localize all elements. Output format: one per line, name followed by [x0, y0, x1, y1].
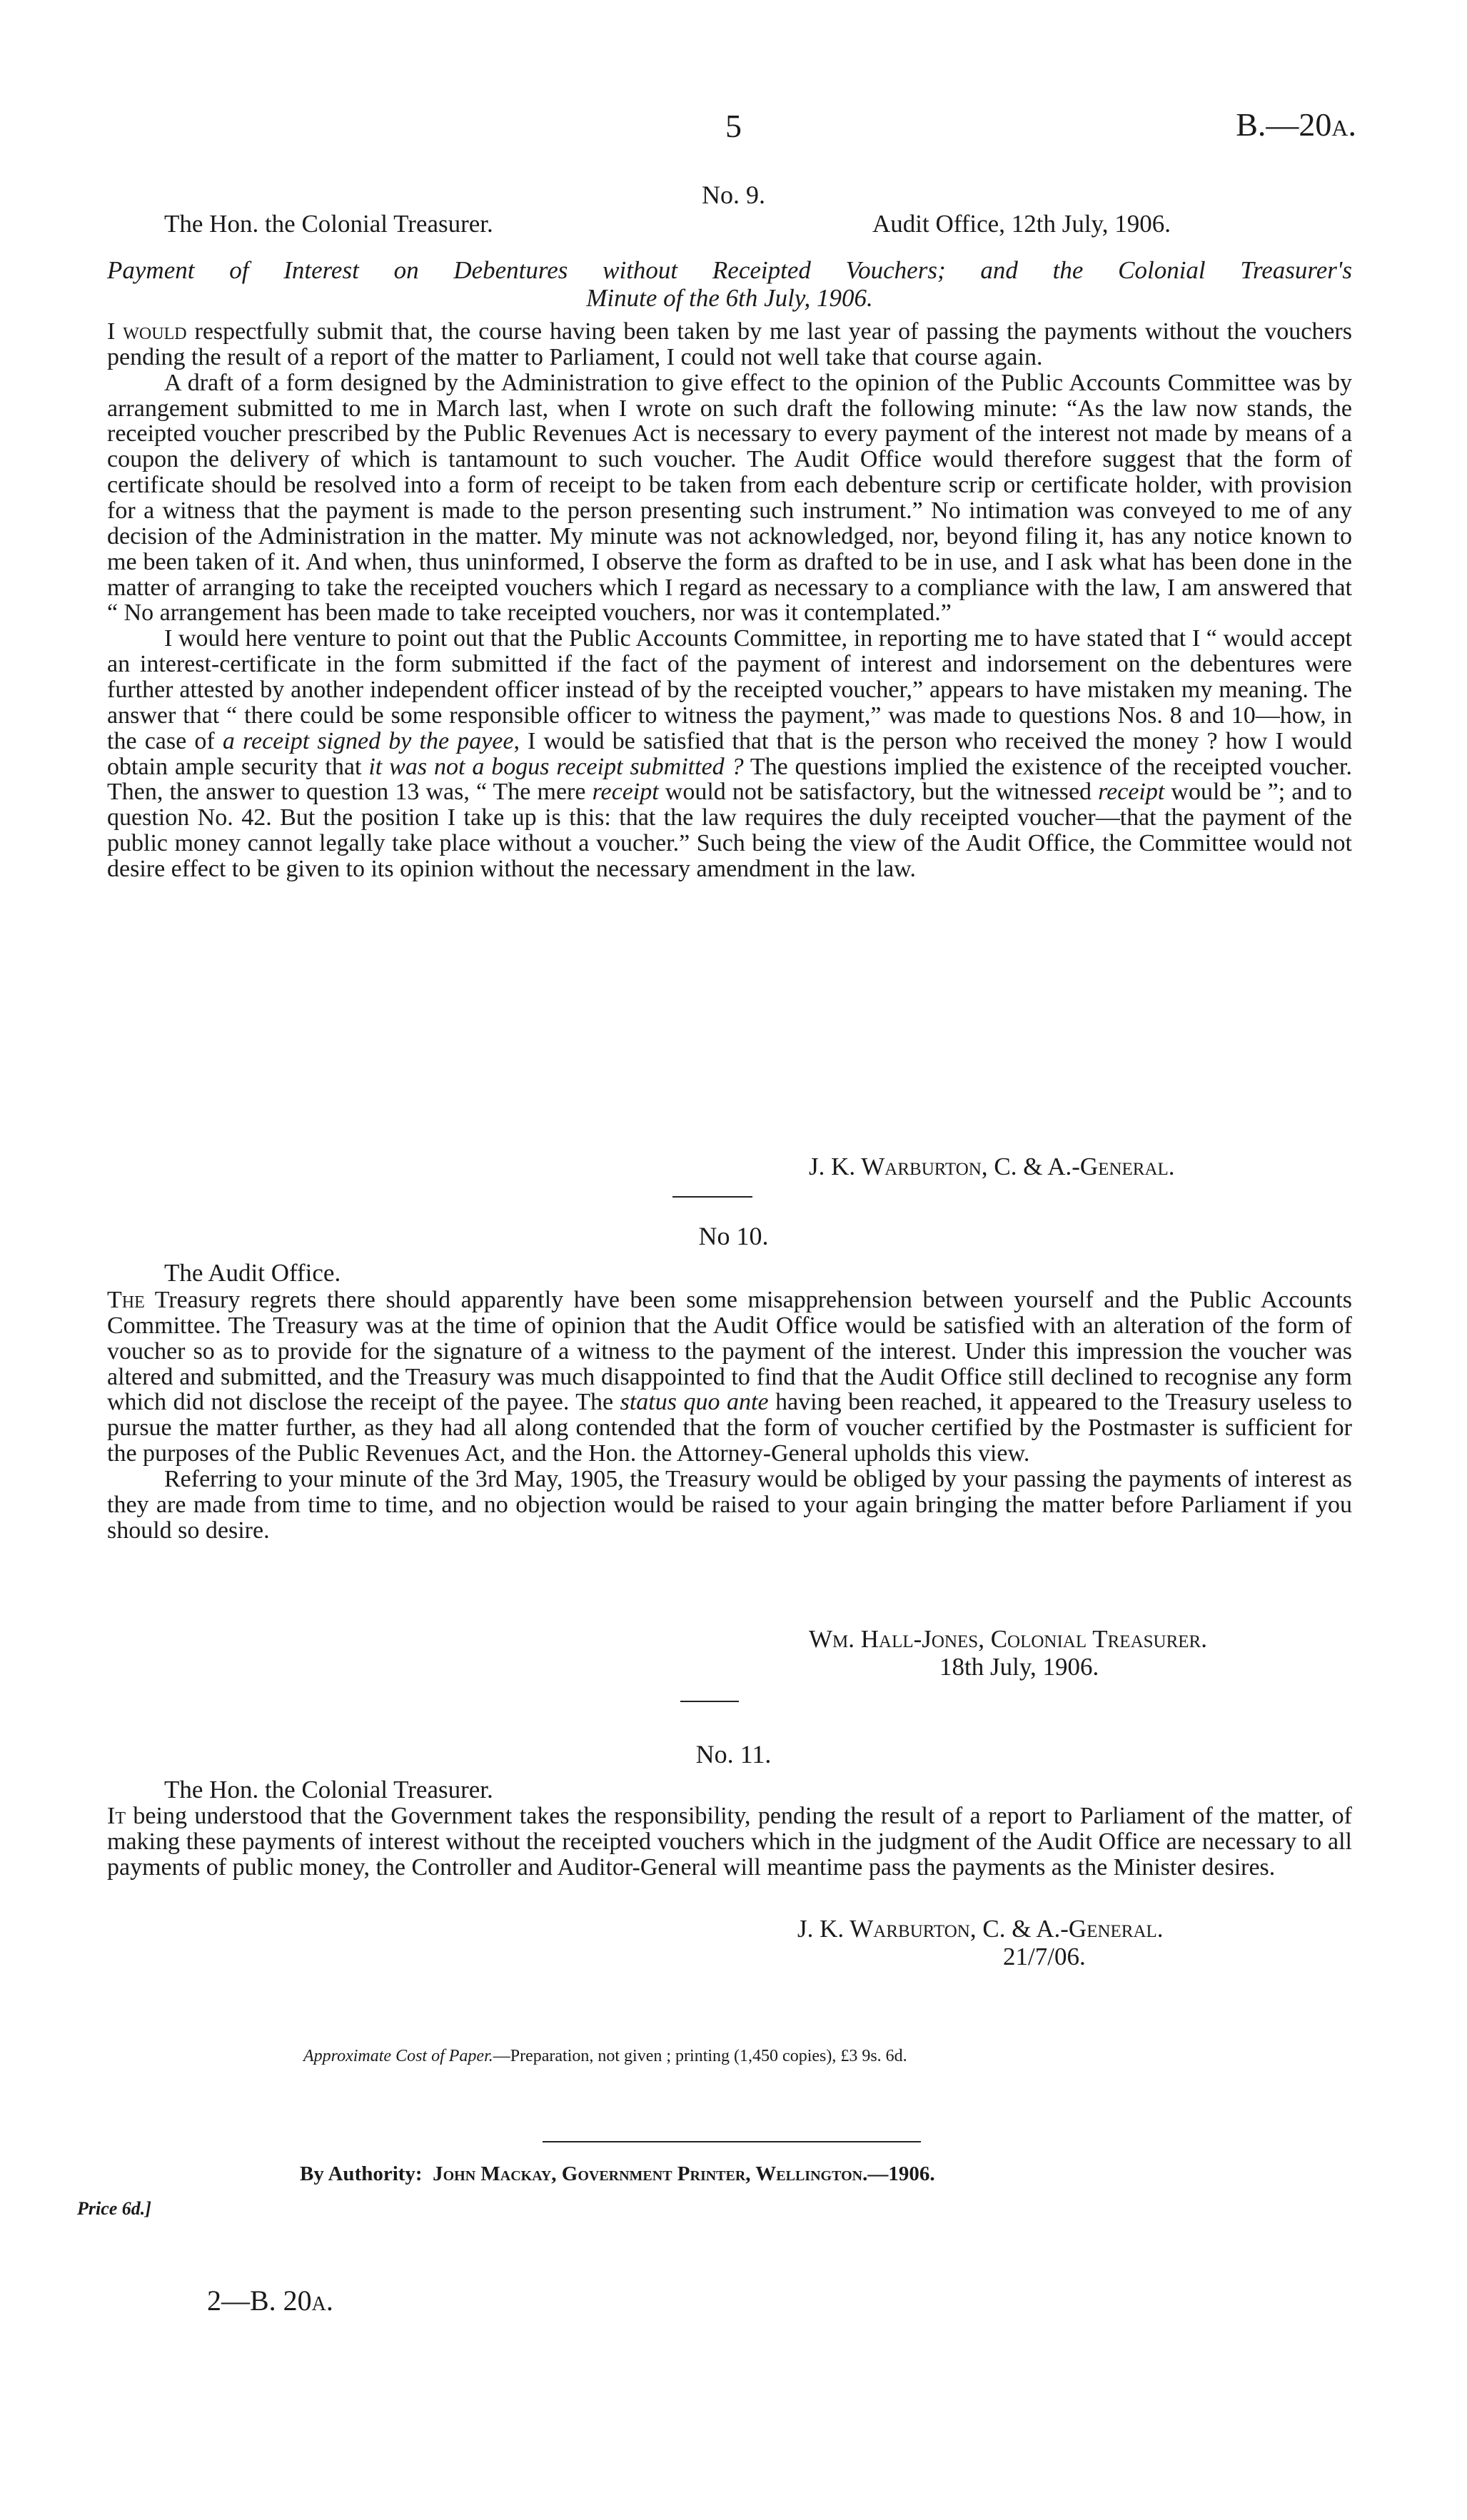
price: Price 6d.]	[77, 2198, 151, 2219]
paragraph: It being understood that the Government takes the responsibility, pending the result of a report to Parliament of the matter, of making these payments of interest without the receipted vouchers which in the judgment of the Audit Office are necessary to all payments of public money, the Controller and Auditor-General will meantime pass the payments as the Minister desires.	[107, 1803, 1352, 1881]
section-number-9: No. 9.	[702, 181, 765, 209]
letter-10-body	[107, 1287, 1352, 1544]
divider	[680, 1701, 739, 1702]
paragraph: I would respectfully submit that, the course having been taken by me last year of passing the payments without the vouchers pending the result of a report of the matter to Parliament, I could not well take that course again.	[107, 318, 1352, 370]
letter-9-body	[107, 319, 1352, 882]
paragraph: Referring to your minute of the 3rd May, 1905, the Treasury would be obliged by your passing the payments of interest as they are made from time to time, and no objection would be raised to your again bringing the matter before Parliament if you should so desire.	[107, 1466, 1352, 1544]
paragraph: A draft of a form designed by the Administration to give effect to the opinion of the Public Accounts Committee was by arrangement submitted to me in March last, when I wrote on such draft the following minute: “As the law now stands, the receipted voucher prescribed by the Public Revenues Act is necessary to every payment of the interest not made by means of a coupon the delivery of which is tantamount to such voucher. The Audit Office would therefore suggest that the form of certificate should be resolved into a form of receipt to be taken from each debenture scrip or certificate holder, with provision for a witness that the payment is made to the person presenting such instrument.” No intimation was conveyed to me of any decision of the Administration in the matter. My minute was not acknowledged, nor, beyond filing it, has any notice known to me been taken of it. And when, thus uninformed, I observe the form as drafted to be in use, and I ask what has been done in the matter of arranging to take the receipted vouchers which I regard as necessary to a compliance with the law, I am answered that “ No arrangement has been made to take receipted vouchers, nor was it contemplated.”	[107, 369, 1352, 627]
date-11: 21/7/06.	[1003, 1943, 1086, 1970]
sheet-reference: 2—B. 20a.	[207, 2284, 333, 2317]
printer-authority: By Authority: John Mackay, Government Printer, Wellington.—1906.	[300, 2162, 935, 2185]
section-number-11: No. 11.	[695, 1740, 772, 1768]
office-date-9: Audit Office, 12th July, 1906.	[872, 210, 1171, 238]
signature-10: Wm. Hall-Jones, Colonial Treasurer.	[809, 1625, 1207, 1653]
letter-title-line-1: Payment of Interest on Debentures without Receipted Vouchers; and the Colonial Treasurer's	[107, 256, 1352, 284]
letter-11-body	[107, 1803, 1352, 1881]
page-number: 5	[725, 108, 742, 144]
paragraph: I would here venture to point out that the Public Accounts Committee, in reporting me to have stated that I “ would accept an interest-certificate in the form submitted if the fact of the payment of interest and indorsement on the debentures were further attested by another independent officer instead of by the receipted voucher,” appears to have mistaken my meaning. The answer that “ there could be some responsible officer to witness the payment,” was made to questions Nos. 8 and 10—how, in the case of a receipt signed by the payee, I would be satisfied that that is the person who received the money ? how I would obtain ample security that it was not a bogus receipt submitted ? The questions implied the existence of the receipted voucher. Then, the answer to question 13 was, “ The mere receipt would not be satisfactory, but the witnessed receipt would be ”; and to question No. 42. But the position I take up is this: that the law requires the duly receipted voucher—that the payment of the public money cannot legally take place without a voucher.” Such being the view of the Audit Office, the Committee would not desire effect to be given to its opinion without the necessary amendment in the law.	[107, 625, 1353, 883]
addressee-9: The Hon. the Colonial Treasurer.	[164, 210, 493, 238]
date-10: 18th July, 1906.	[939, 1653, 1099, 1681]
addressee-10: The Audit Office.	[164, 1259, 341, 1287]
lead-word: It	[107, 1803, 126, 1829]
paragraph: The Treasury regrets there should apparently have been some misapprehension between yourself and the Public Accounts Committee. The Treasury was at the time of opinion that the Audit Office would be satisfied with an alteration of the form of voucher so as to provide for the signature of a witness to the payment of the interest. Under this impression the voucher was altered and submitted, and the Treasury was much disappointed to find that the Audit Office still declined to recognise any form which did not disclose the receipt of the payee. The status quo ante having been reached, it appeared to the Treasury useless to pursue the matter further, as they had all along contended that the form of voucher certified by the Postmaster is sufficient for the purposes of the Public Revenues Act, and the Hon. the Attorney-General upholds this view.	[107, 1287, 1352, 1467]
section-number-10: No 10.	[698, 1222, 769, 1250]
lead-word: I would	[107, 318, 187, 345]
cost-of-paper: Approximate Cost of Paper.—Preparation, not given ; printing (1,450 copies), £3 9s. 6d.	[303, 2047, 907, 2065]
document-code: B.—20a.	[1236, 106, 1356, 143]
lead-word: The	[107, 1287, 145, 1313]
letter-title	[107, 257, 1352, 312]
signature-9: J. K. Warburton, C. & A.-General.	[809, 1153, 1175, 1180]
signature-11: J. K. Warburton, C. & A.-General.	[797, 1915, 1164, 1943]
addressee-11: The Hon. the Colonial Treasurer.	[164, 1776, 493, 1803]
footer-divider	[543, 2141, 921, 2142]
letter-title-line-2: Minute of the 6th July, 1906.	[586, 283, 873, 312]
divider	[672, 1196, 752, 1198]
